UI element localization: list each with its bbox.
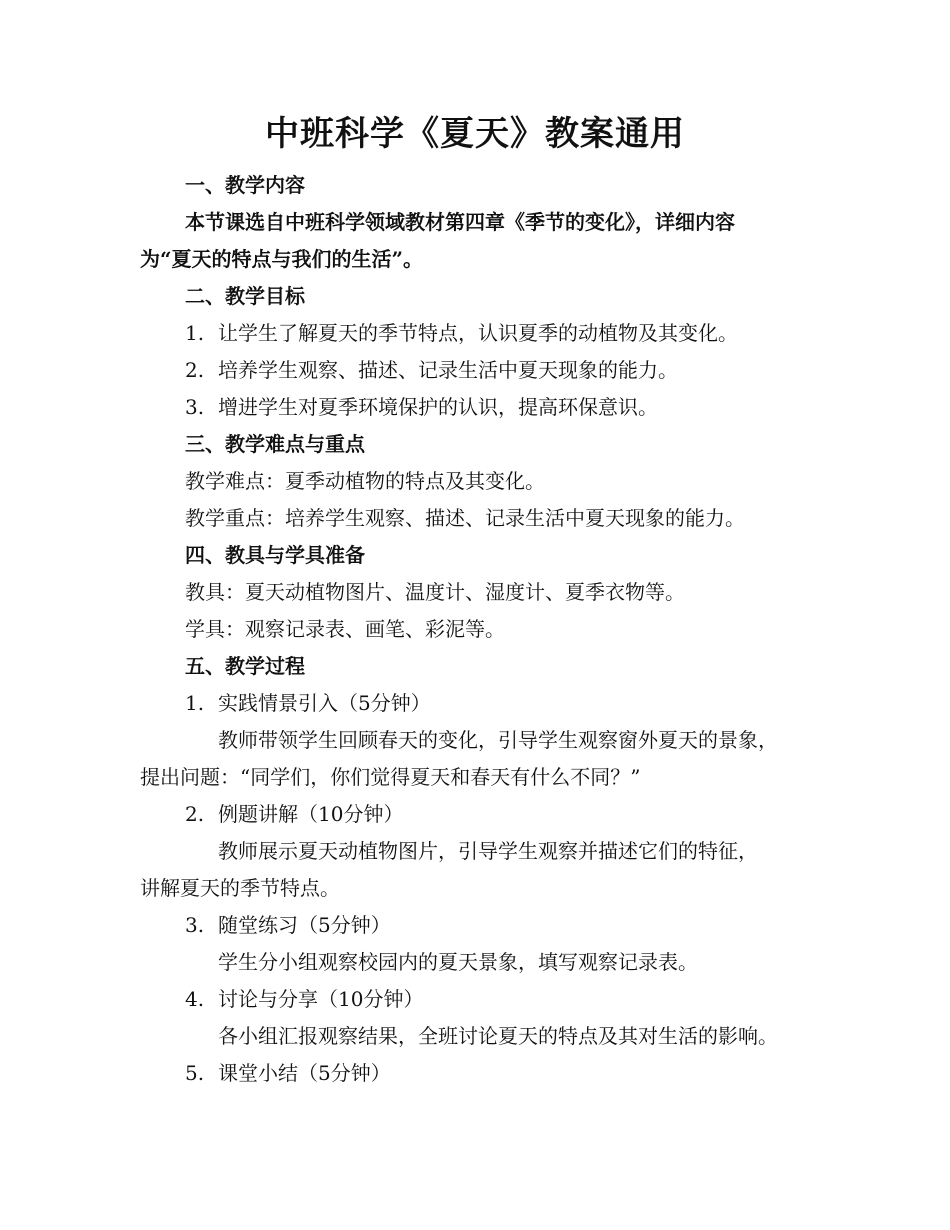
step-description-line: 讲解夏天的季节特点。 — [140, 876, 340, 900]
objective-number: 2. — [185, 358, 205, 382]
objective-text: 让学生了解夏天的季节特点，认识夏季的动植物及其变化。 — [218, 321, 738, 345]
teacher-tools: 教具：夏天动植物图片、温度计、湿度计、夏季衣物等。 — [185, 580, 685, 604]
step-description-line: 提出问题：“同学们，你们觉得夏天和春天有什么不同？” — [140, 765, 641, 789]
process-step-title — [185, 800, 403, 828]
step-title: 课堂小结（5分钟） — [218, 1061, 391, 1085]
step-number: 3. — [185, 913, 205, 937]
teaching-difficulty: 教学难点：夏季动植物的特点及其变化。 — [185, 469, 545, 493]
step-number: 1. — [185, 691, 205, 715]
objective-text: 培养学生观察、描述、记录生活中夏天现象的能力。 — [218, 358, 678, 382]
step-title: 实践情景引入（5分钟） — [218, 691, 431, 715]
process-step-title — [185, 1059, 391, 1087]
objective-item — [185, 356, 678, 384]
student-tools: 学具：观察记录表、画笔、彩泥等。 — [185, 617, 505, 641]
step-description-line: 学生分小组观察校园内的夏天景象，填写观察记录表。 — [218, 950, 698, 974]
section-heading-process: 五、教学过程 — [185, 654, 305, 678]
step-description-line: 教师展示夏天动植物图片，引导学生观察并描述它们的特征， — [218, 839, 758, 863]
content-paragraph-line-1: 本节课选自中班科学领域教材第四章《季节的变化》，详细内容 — [185, 210, 735, 234]
step-number: 5. — [185, 1061, 205, 1085]
step-title: 随堂练习（5分钟） — [218, 913, 391, 937]
section-heading-objectives: 二、教学目标 — [185, 284, 305, 308]
section-heading-tools: 四、教具与学具准备 — [185, 543, 365, 567]
process-step-title — [185, 911, 391, 939]
step-description-line: 教师带领学生回顾春天的变化，引导学生观察窗外夏天的景象， — [218, 728, 778, 752]
objective-item — [185, 393, 658, 421]
teaching-key-point: 教学重点：培养学生观察、描述、记录生活中夏天现象的能力。 — [185, 506, 745, 530]
step-title: 例题讲解（10分钟） — [218, 802, 404, 826]
process-step-title — [185, 985, 423, 1013]
step-description-line: 各小组汇报观察结果，全班讨论夏天的特点及其对生活的影响。 — [218, 1024, 778, 1048]
process-step-title — [185, 689, 431, 717]
step-title: 讨论与分享（10分钟） — [218, 987, 424, 1011]
step-number: 4. — [185, 987, 205, 1011]
step-number: 2. — [185, 802, 205, 826]
objective-number: 3. — [185, 395, 205, 419]
document-title: 中班科学《夏天》教案通用 — [265, 114, 685, 154]
objective-item — [185, 319, 738, 347]
section-heading-content: 一、教学内容 — [185, 173, 305, 197]
content-paragraph-line-2: 为“夏天的特点与我们的生活”。 — [140, 247, 424, 271]
section-heading-difficulties: 三、教学难点与重点 — [185, 432, 365, 456]
objective-number: 1. — [185, 321, 205, 345]
objective-text: 增进学生对夏季环境保护的认识，提高环保意识。 — [218, 395, 658, 419]
